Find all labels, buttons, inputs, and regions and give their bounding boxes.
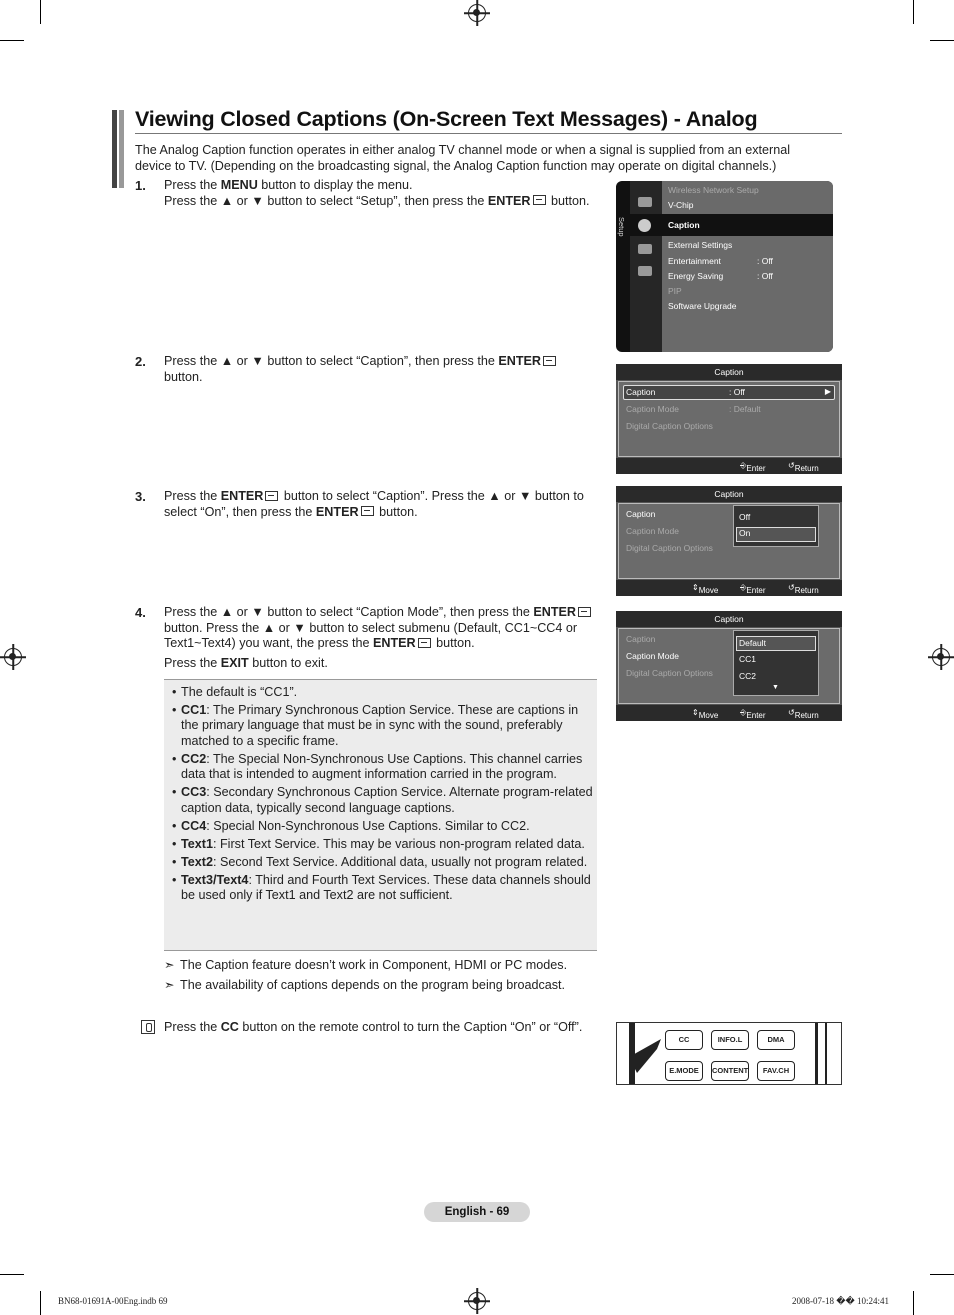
list-item: • CC2: The Special Non-Synchronous Use Captions. This channel carries data that is intended to augment information carried in the program. bbox=[172, 752, 597, 783]
menu-item-caption[interactable]: Caption bbox=[668, 220, 700, 230]
caption-row[interactable]: Caption bbox=[626, 387, 656, 397]
caption-row[interactable]: Caption bbox=[626, 509, 656, 519]
menu-item-v-chip[interactable]: V-Chip bbox=[668, 200, 694, 210]
picture-icon bbox=[638, 197, 652, 207]
menu-item-pip[interactable]: PIP bbox=[668, 286, 682, 296]
caption-menu-screen bbox=[616, 364, 842, 474]
crop-mark bbox=[930, 1274, 954, 1275]
caption-menu-body bbox=[618, 381, 840, 457]
enter-icon bbox=[361, 506, 374, 516]
menu-item-entertainment[interactable]: Entertainment bbox=[668, 256, 721, 266]
step-number: 4. bbox=[135, 605, 146, 620]
crop-mark bbox=[913, 0, 914, 24]
intro-paragraph: The Analog Caption function operates in either analog TV channel mode or when a signal is supplied from an external device to TV. (Depending on the broadcasting signal, the Analog Caption function may operate on digital channels.) bbox=[135, 143, 791, 173]
menu-footer bbox=[616, 705, 842, 721]
caption-menu-screen bbox=[616, 486, 842, 596]
list-item: • CC1: The Primary Synchronous Caption Service. These are captions in the primary language that must be in sync with the sound, preferably matched to a specific frame. bbox=[172, 703, 597, 749]
arrow-icon: ➣ bbox=[164, 978, 175, 992]
caption-menu-header: Caption bbox=[616, 611, 842, 627]
return-hint: ↺ Return bbox=[788, 583, 819, 595]
caption-menu-header: Caption bbox=[616, 486, 842, 502]
note-item: ➣ The Caption feature doesn’t work in Component, HDMI or PC modes. bbox=[164, 958, 568, 972]
page-title: Viewing Closed Captions (On-Screen Text Messages) - Analog bbox=[135, 107, 758, 131]
title-accent-bar bbox=[112, 110, 117, 188]
menu-item-external-settings[interactable]: External Settings bbox=[668, 240, 733, 250]
remote-illustration bbox=[616, 1022, 842, 1085]
digital-caption-options-row[interactable]: Digital Caption Options bbox=[626, 543, 713, 553]
option-cc1[interactable]: CC1 bbox=[739, 654, 757, 664]
remote-edge bbox=[815, 1023, 818, 1085]
caption-mode-row[interactable]: Caption Mode bbox=[626, 651, 679, 661]
crop-mark bbox=[0, 1274, 24, 1275]
note-icon bbox=[141, 1020, 155, 1034]
menu-item-software-upgrade[interactable]: Software Upgrade bbox=[668, 301, 737, 311]
arrow-right-icon: ▶ bbox=[824, 387, 831, 396]
list-item: • The default is “CC1”. bbox=[172, 685, 597, 700]
gear-icon bbox=[638, 219, 651, 232]
enter-hint: ⎆ Enter bbox=[740, 583, 766, 595]
menu-item-wireless-network-setup[interactable]: Wireless Network Setup bbox=[668, 185, 759, 195]
digital-caption-options-row[interactable]: Digital Caption Options bbox=[626, 668, 713, 678]
scroll-down-icon[interactable]: ▼ bbox=[772, 684, 779, 691]
setup-side-label: Setup bbox=[617, 217, 626, 237]
content-button[interactable]: CONTENT bbox=[711, 1061, 749, 1081]
menu-footer bbox=[616, 580, 842, 596]
step-number: 1. bbox=[135, 178, 146, 193]
registration-mark-icon bbox=[4, 648, 22, 666]
caption-mode-row[interactable]: Caption Mode bbox=[626, 526, 679, 536]
step-2-text: Press the ▲ or ▼ button to select “Caption”, then press the ENTER button. bbox=[164, 354, 558, 385]
step-1-text: Press the MENU button to display the menu. Press the ▲ or ▼ button to select “Setup”, then press the ENTER button. bbox=[164, 178, 590, 208]
cc-note: Press the CC button on the remote control to turn the Caption “On” or “Off”. bbox=[164, 1020, 583, 1034]
list-item: • CC4: Special Non-Synchronous Use Captions. Similar to CC2. bbox=[172, 819, 597, 834]
caption-mode-popup bbox=[733, 630, 819, 696]
digital-caption-options-row[interactable]: Digital Caption Options bbox=[626, 421, 713, 431]
enter-icon bbox=[543, 356, 556, 366]
step-number: 3. bbox=[135, 489, 146, 504]
option-off[interactable]: Off bbox=[739, 512, 751, 522]
enter-icon bbox=[265, 491, 278, 501]
enter-icon bbox=[533, 195, 546, 205]
input-icon bbox=[638, 244, 652, 254]
caption-menu-body bbox=[618, 503, 840, 579]
remote-edge bbox=[825, 1023, 827, 1085]
energy-saving-value: : Off bbox=[757, 271, 773, 281]
arrow-icon: ➣ bbox=[164, 958, 175, 972]
menu-footer bbox=[616, 458, 842, 474]
favch-button[interactable]: FAV.CH bbox=[757, 1061, 795, 1081]
pointer-hand-icon bbox=[627, 1035, 667, 1075]
return-hint: ↺ Return bbox=[788, 708, 819, 720]
dma-button[interactable]: DMA bbox=[757, 1030, 795, 1050]
enter-icon bbox=[578, 607, 591, 617]
list-item: • CC3: Secondary Synchronous Caption Service. Alternate program-related caption data, typically second language captions. bbox=[172, 785, 597, 816]
notes-box bbox=[164, 679, 597, 951]
caption-value: : Off bbox=[729, 387, 745, 397]
list-item: • Text1: First Text Service. This may be various non-program related data. bbox=[172, 837, 597, 852]
caption-menu-screen bbox=[616, 611, 842, 721]
page-number-badge: English - 69 bbox=[424, 1202, 530, 1222]
enter-hint: ⎆ Enter bbox=[740, 461, 766, 473]
list-item: • Text3/Text4: Third and Fourth Text Services. These data channels should be used only if Text1 and Text2 are not sufficient. bbox=[172, 873, 597, 904]
registration-mark-icon bbox=[468, 4, 486, 22]
cc-button[interactable]: CC bbox=[665, 1030, 703, 1050]
step-4-text: Press the ▲ or ▼ button to select “Caption Mode”, then press the ENTER button. Press the ▲ or ▼ button to select submenu (Default, CC1~CC4 or Text1~Text4) you want, the press the ENTER button. Press the EXIT button to exit. bbox=[164, 605, 593, 671]
crop-mark bbox=[40, 0, 41, 24]
emode-button[interactable]: E.MODE bbox=[665, 1061, 703, 1081]
setup-menu-screen bbox=[616, 181, 833, 352]
note-item: ➣ The availability of captions depends on the program being broadcast. bbox=[164, 978, 566, 992]
return-hint: ↺ Return bbox=[788, 461, 819, 473]
caption-mode-row[interactable]: Caption Mode bbox=[626, 404, 679, 414]
registration-mark-icon bbox=[468, 1292, 486, 1310]
step-3-text: Press the ENTER button to select “Caption”. Press the ▲ or ▼ button to select “On”, then press the ENTER button. bbox=[164, 489, 584, 519]
caption-menu-header: Caption bbox=[616, 364, 842, 380]
list-item: • Text2: Second Text Service. Additional data, usually not program related. bbox=[172, 855, 597, 870]
move-hint: ⇕ Move bbox=[692, 708, 719, 720]
crop-mark bbox=[913, 1291, 914, 1315]
move-hint: ⇕ Move bbox=[692, 583, 719, 595]
enter-hint: ⎆ Enter bbox=[740, 708, 766, 720]
application-icon bbox=[638, 266, 652, 276]
info-button[interactable]: INFO.L bbox=[711, 1030, 749, 1050]
caption-row[interactable]: Caption bbox=[626, 634, 656, 644]
selected-row-highlight bbox=[630, 214, 833, 236]
enter-icon bbox=[418, 638, 431, 648]
crop-mark bbox=[40, 1291, 41, 1315]
title-divider bbox=[135, 133, 842, 134]
menu-item-energy-saving[interactable]: Energy Saving bbox=[668, 271, 724, 281]
crop-mark bbox=[930, 40, 954, 41]
footer-file-info: BN68-01691A-00Eng.indb 69 bbox=[58, 1296, 168, 1306]
entertainment-value: : Off bbox=[757, 256, 773, 266]
option-default[interactable]: Default bbox=[739, 638, 766, 648]
footer-timestamp: 2008-07-18 �� 10:24:41 bbox=[792, 1296, 889, 1306]
caption-onoff-popup bbox=[733, 505, 819, 547]
step-number: 2. bbox=[135, 354, 146, 369]
option-cc2[interactable]: CC2 bbox=[739, 671, 757, 681]
registration-mark-icon bbox=[932, 648, 950, 666]
title-accent-bar bbox=[119, 110, 124, 188]
caption-menu-body bbox=[618, 628, 840, 704]
option-on[interactable]: On bbox=[739, 528, 751, 538]
caption-mode-value: : Default bbox=[729, 404, 761, 414]
crop-mark bbox=[0, 40, 24, 41]
